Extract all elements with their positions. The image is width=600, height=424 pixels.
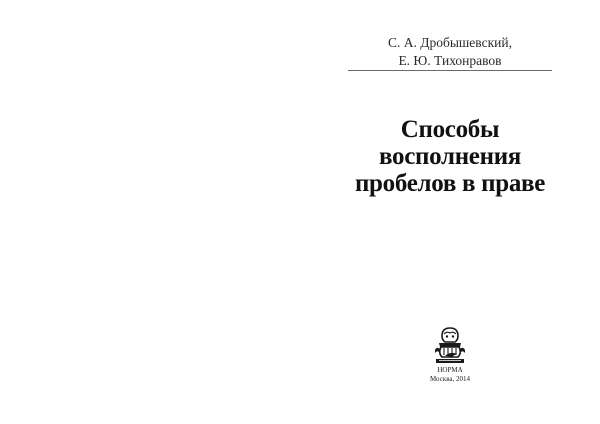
title-line-2: восполнения [378,143,522,170]
authors-divider [348,70,552,71]
title-line-3: пробелов в праве [354,170,546,197]
publisher-emblem-icon [433,326,467,364]
imprint-city-year: Москва, 2014 [429,375,471,383]
publisher-name: НОРМА [437,366,463,374]
author-line-2: Е. Ю. Тихонравов [398,53,502,68]
authors-block [348,34,552,70]
publisher-imprint [380,366,520,384]
author-line-1: С. А. Дробышевский, [388,35,512,50]
book-title [340,116,560,197]
title-line-1: Способы [400,116,500,143]
title-page [300,0,600,424]
